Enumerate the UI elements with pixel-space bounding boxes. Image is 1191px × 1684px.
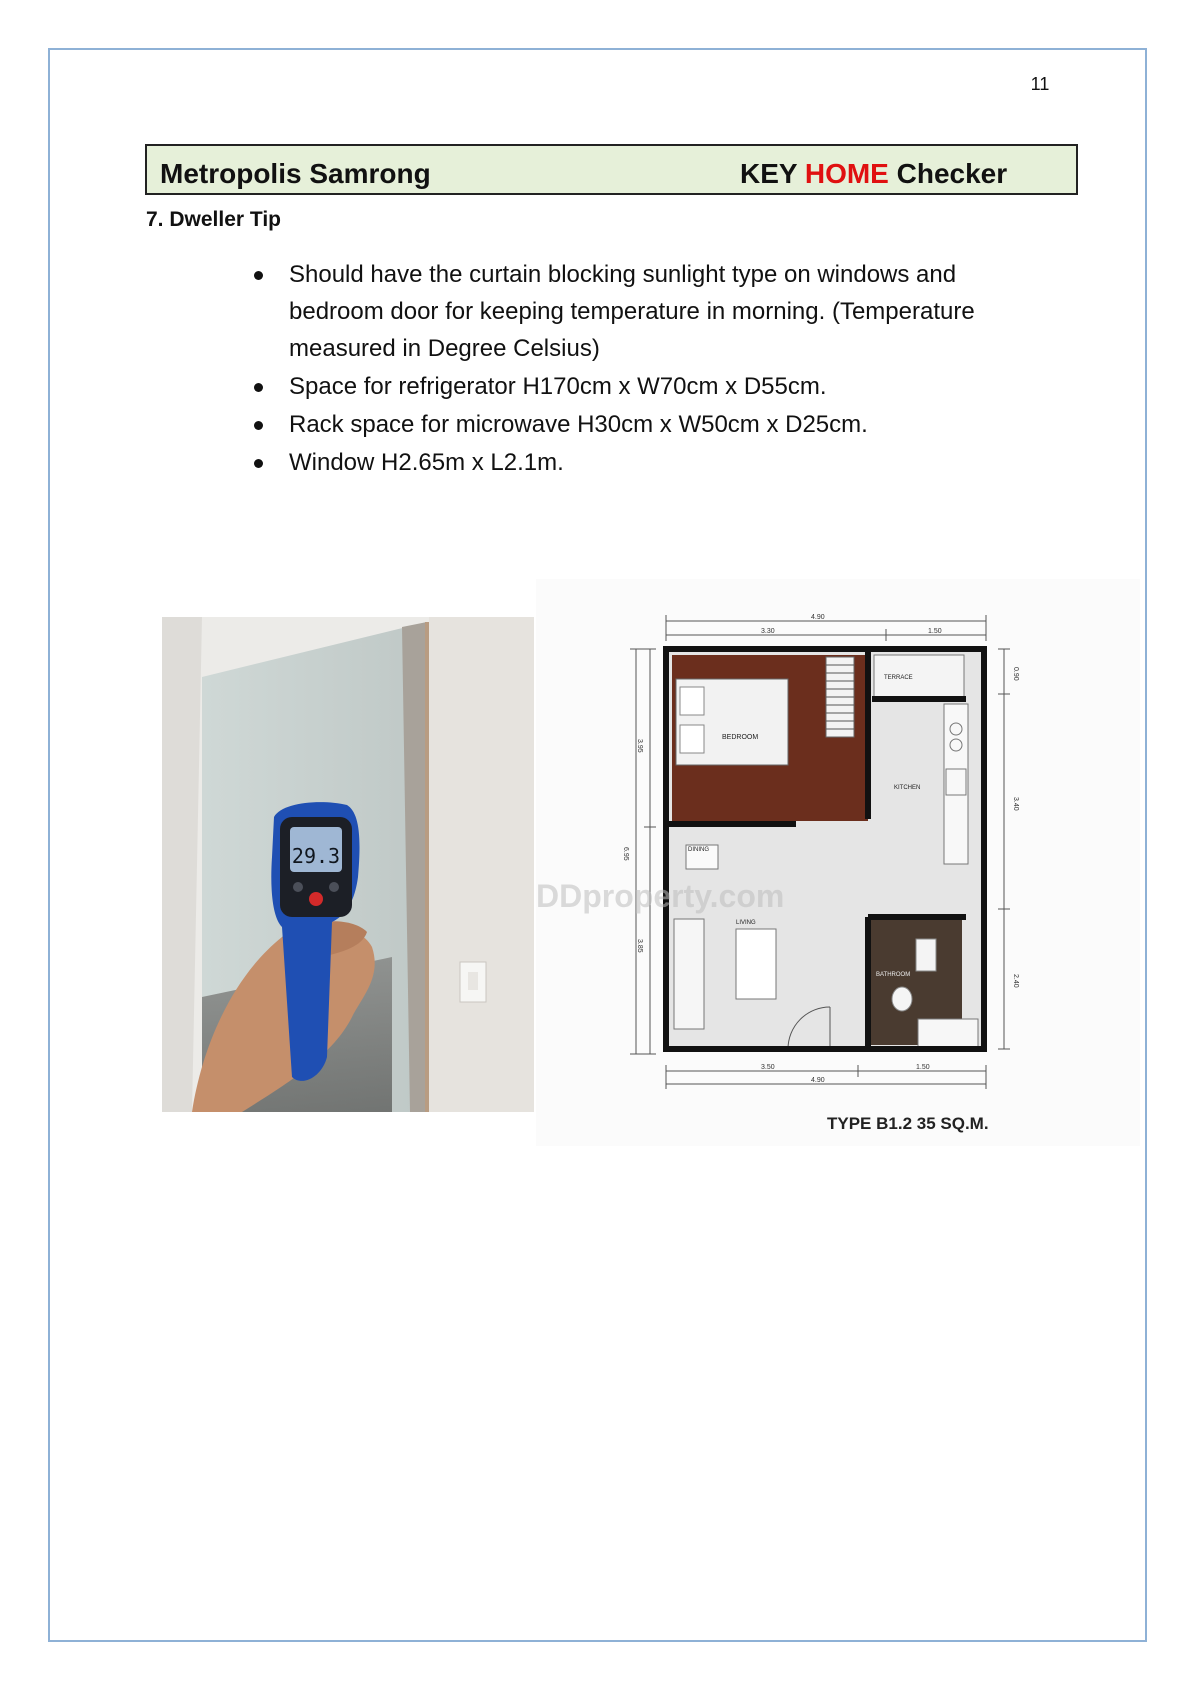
tip-item xyxy=(250,256,1050,367)
room-bathroom: BATHROOM xyxy=(876,972,911,978)
dim-total-width: 4.90 xyxy=(811,614,825,621)
room-bedroom: BEDROOM xyxy=(722,734,759,741)
header-band xyxy=(145,144,1078,195)
project-title: Metropolis Samrong xyxy=(160,158,431,189)
tips-list xyxy=(250,256,1050,482)
page-number: 11 xyxy=(1030,74,1050,94)
brand-title xyxy=(740,158,1007,190)
room-living: LIVING xyxy=(736,920,756,926)
dim-right-width: 1.50 xyxy=(928,628,942,635)
thermometer-photo xyxy=(162,617,534,1112)
floor-plan xyxy=(536,579,1140,1146)
thermometer-reading: 29.3 xyxy=(291,844,341,868)
dim-left-total: 6.95 xyxy=(622,847,629,861)
tip-text: Window H2.65m x L2.1m. xyxy=(289,449,564,476)
brand-accent: HOME xyxy=(804,158,889,189)
dim-right-mid: 3.40 xyxy=(1012,797,1019,811)
room-dining: DINING xyxy=(688,847,709,853)
bullet-icon xyxy=(254,383,263,392)
watermark: DDproperty.com xyxy=(536,878,785,914)
brand-part1: KEY xyxy=(740,158,798,189)
bullet-icon xyxy=(254,459,263,468)
dim-bottom-left: 3.50 xyxy=(761,1064,775,1071)
dim-left-bottom: 3.85 xyxy=(636,939,643,953)
bullet-icon xyxy=(254,271,263,280)
tip-item xyxy=(250,368,1050,405)
tip-item xyxy=(250,444,1050,481)
floor-plan-caption: TYPE B1.2 35 SQ.M. xyxy=(827,1114,989,1133)
bullet-icon xyxy=(254,421,263,430)
tip-text: Should have the curtain blocking sunlight type on windows and bedroom door for keeping temperature in morning. (Temperature measured in Degree Celsius) xyxy=(289,261,975,362)
section-title: 7. Dweller Tip xyxy=(146,208,281,231)
dim-right-bottom: 2.40 xyxy=(1012,974,1019,988)
tip-text: Rack space for microwave H30cm x W50cm x D25cm. xyxy=(289,411,868,438)
tip-item xyxy=(250,406,1050,443)
room-kitchen: KITCHEN xyxy=(894,785,921,791)
tip-text: Space for refrigerator H170cm x W70cm x D55cm. xyxy=(289,373,827,400)
room-terrace: TERRACE xyxy=(884,675,913,681)
dim-bottom-total: 4.90 xyxy=(811,1077,825,1084)
dim-bottom-right: 1.50 xyxy=(916,1064,930,1071)
dim-left-top: 3.95 xyxy=(636,739,643,753)
dim-left-width: 3.30 xyxy=(761,628,775,635)
dim-right-top: 0.90 xyxy=(1012,667,1019,681)
brand-part2: Checker xyxy=(896,158,1008,189)
